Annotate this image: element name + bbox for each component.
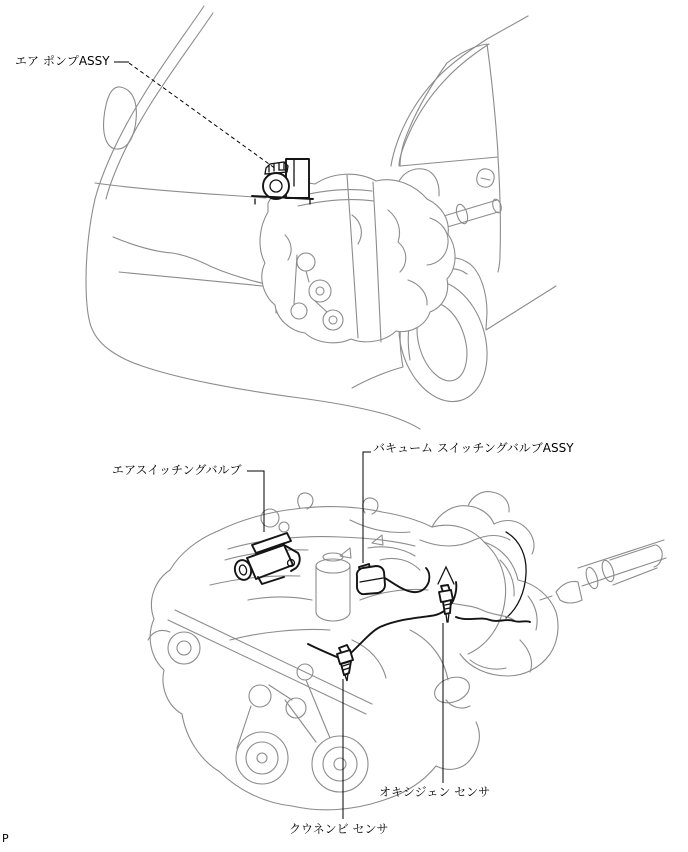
callout-air-fuel-ratio-sensor: クウネンビ センサ <box>289 822 389 836</box>
air-fuel-ratio-sensor <box>337 645 353 681</box>
callout-air-pump-assy: エア ポンプASSY <box>15 54 110 68</box>
oxygen-sensor <box>439 585 453 622</box>
air-pump-assembly <box>252 159 313 204</box>
engine-detail-artwork <box>148 492 666 810</box>
callout-air-switching-valve: エアスイッチングバルブ <box>112 463 242 477</box>
leader-air-pump-assy <box>114 62 276 169</box>
leader-vacuum-switching-valve <box>363 452 371 563</box>
van-engine-artwork <box>260 174 455 343</box>
leader-air-switching-valve <box>247 471 264 532</box>
callout-vacuum-switching-valve-assy: バキューム スイッチングバルブASSY <box>373 441 574 455</box>
callout-oxygen-sensor: オキシジェン センサ <box>379 785 491 799</box>
sensor-harness-highlight <box>308 567 530 660</box>
page-marker: P <box>2 832 9 845</box>
